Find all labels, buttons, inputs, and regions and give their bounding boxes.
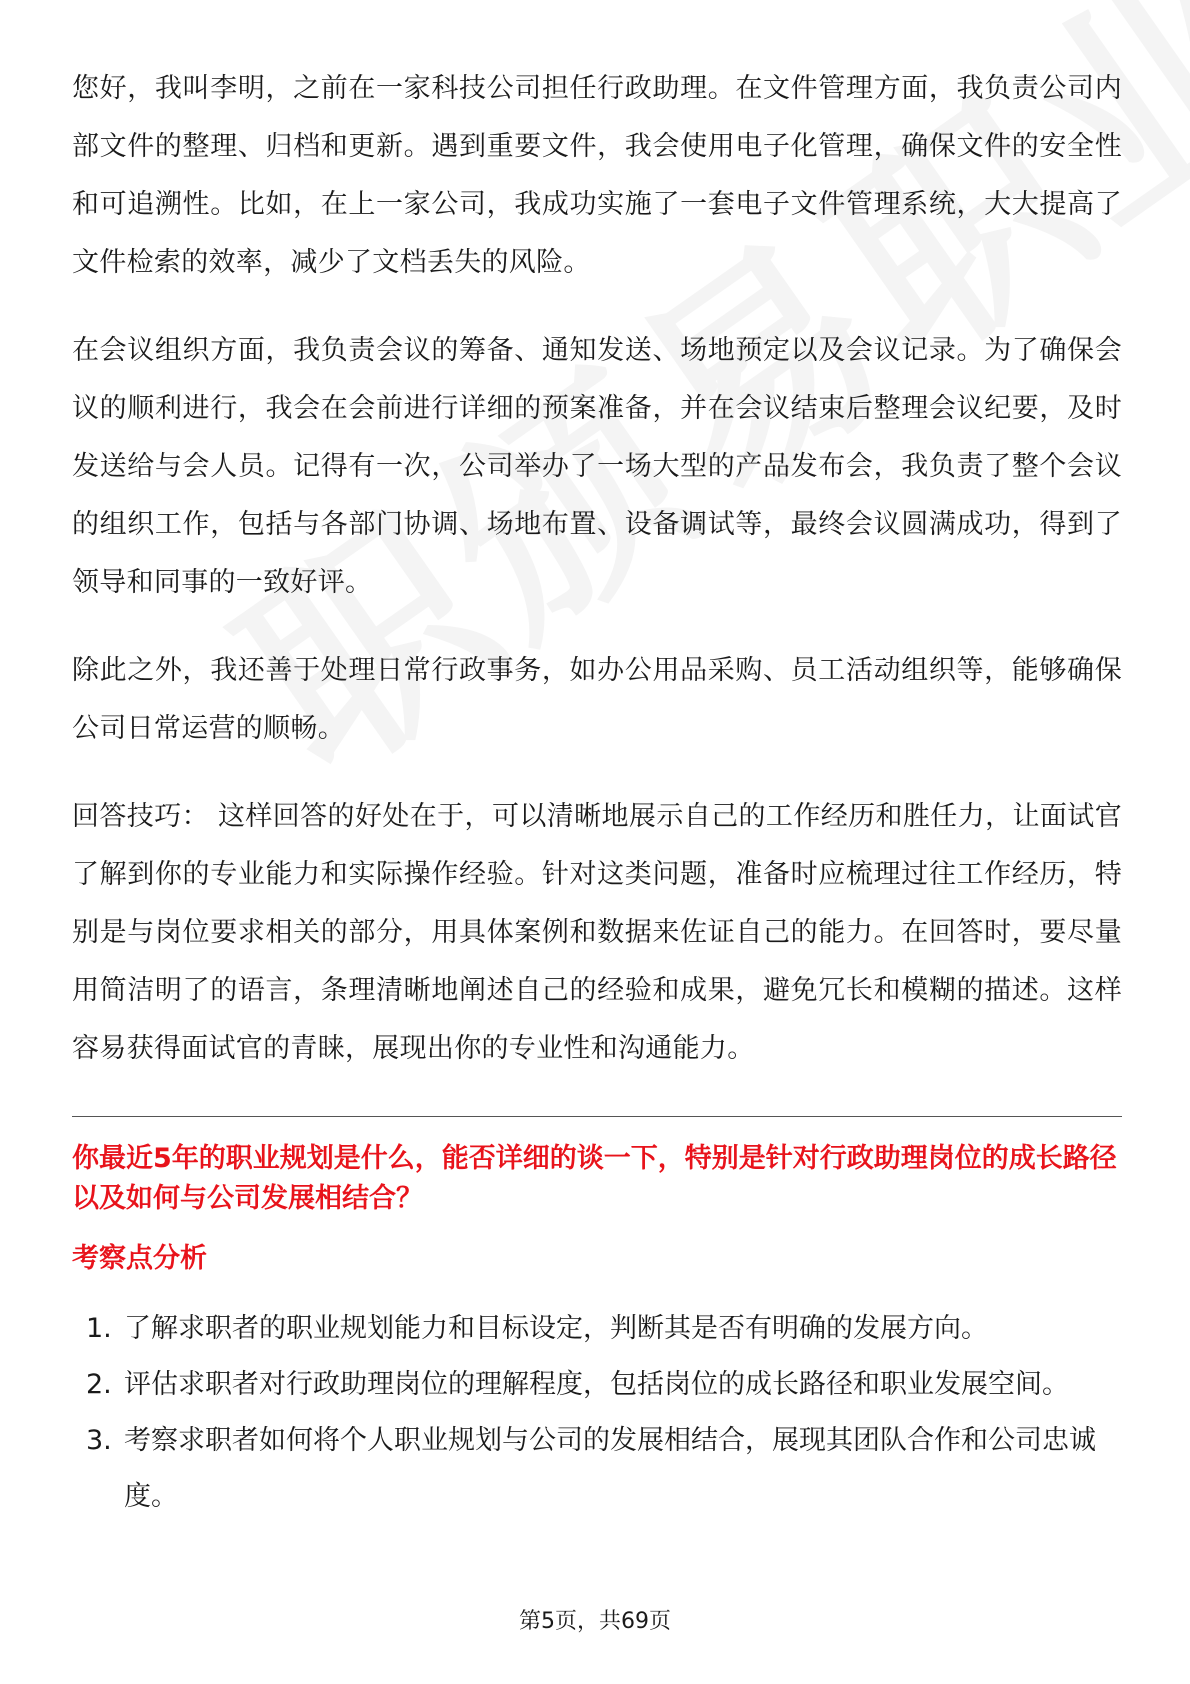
list-item	[72, 1301, 1122, 1357]
list-item	[72, 1357, 1122, 1413]
list-item-number: 2.	[86, 1369, 112, 1400]
list-item-text: 了解求职者的职业规划能力和目标设定，判断其是否有明确的发展方向。	[124, 1313, 988, 1344]
list-item-text: 考察求职者如何将个人职业规划与公司的发展相结合，展现其团队合作和公司忠诚度。	[124, 1425, 1096, 1512]
paragraph-meeting-organization: 在会议组织方面，我负责会议的筹备、通知发送、场地预定以及会议记录。为了确保会议的顺利进行，我会在会前进行详细的预案准备，并在会议结束后整理会议纪要，及时发送给与会人员。记得有一次，公司举办了一场大型的产品发布会，我负责了整个会议的组织工作，包括与各部门协调、场地布置、设备调试等，最终会议圆满成功，得到了领导和同事的一致好评。	[72, 335, 1122, 598]
list-item-number: 3.	[86, 1425, 112, 1456]
list-item	[72, 1413, 1122, 1525]
analysis-list	[72, 1301, 1122, 1525]
list-item-text: 评估求职者对行政助理岗位的理解程度，包括岗位的成长路径和职业发展空间。	[124, 1369, 1069, 1400]
analysis-heading: 考察点分析	[72, 1243, 207, 1274]
paragraph-answer-tips: 回答技巧： 这样回答的好处在于，可以清晰地展示自己的工作经历和胜任力，让面试官了解到你的专业能力和实际操作经验。针对这类问题，准备时应梳理过往工作经历，特别是与岗位要求相关的部分，用具体案例和数据来佐证自己的能力。在回答时，要尽量用简洁明了的语言，条理清晰地阐述自己的经验和成果，避免冗长和模糊的描述。这样容易获得面试官的青睐，展现出你的专业性和沟通能力。	[72, 801, 1122, 1064]
section-divider	[72, 1116, 1122, 1117]
page-number-footer: 第5页，共69页	[519, 1609, 671, 1634]
page-content	[72, 60, 1122, 1525]
interview-question: 你最近5年的职业规划是什么，能否详细的谈一下，特别是针对行政助理岗位的成长路径以及如何与公司发展相结合？	[72, 1143, 1117, 1214]
paragraph-file-management: 您好，我叫李明，之前在一家科技公司担任行政助理。在文件管理方面，我负责公司内部文件的整理、归档和更新。遇到重要文件，我会使用电子化管理，确保文件的安全性和可追溯性。比如，在上一家公司，我成功实施了一套电子文件管理系统，大大提高了文件检索的效率，减少了文档丢失的风险。	[72, 73, 1122, 278]
list-item-number: 1.	[86, 1313, 112, 1344]
paragraph-daily-affairs: 除此之外，我还善于处理日常行政事务，如办公用品采购、员工活动组织等，能够确保公司日常运营的顺畅。	[72, 655, 1122, 744]
